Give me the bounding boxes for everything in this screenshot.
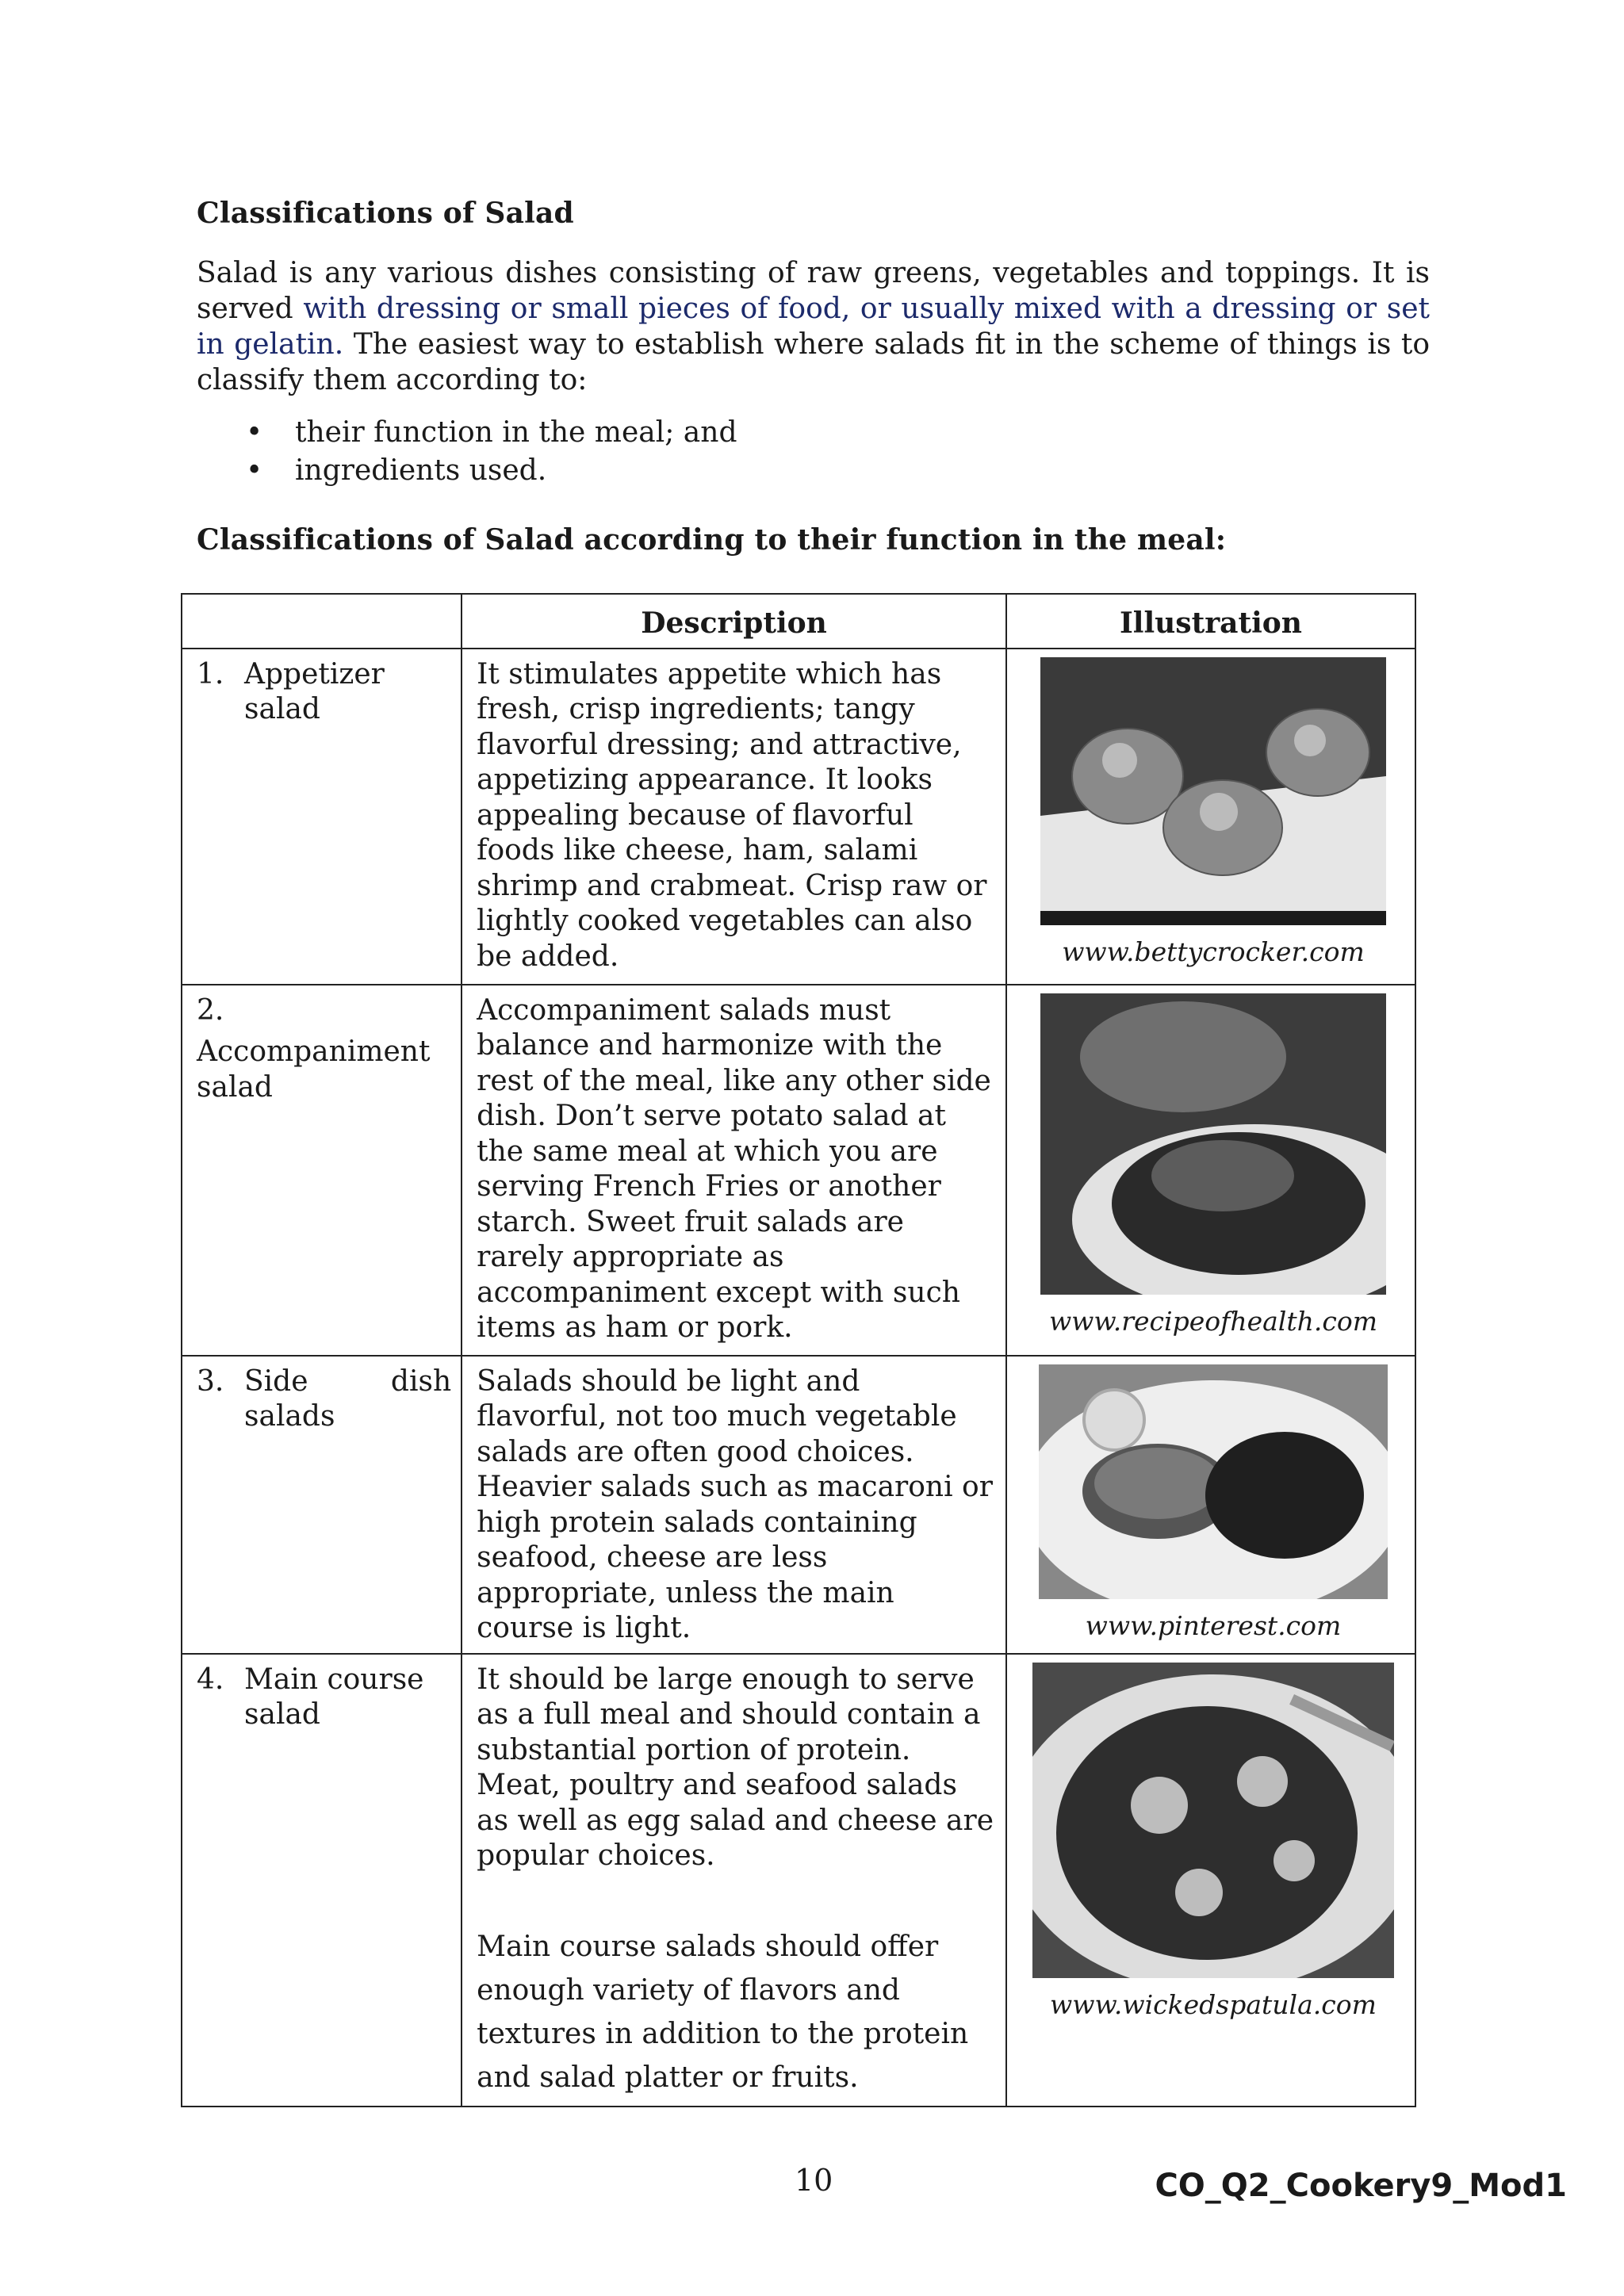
- page-number: 10: [795, 2163, 833, 2198]
- module-code: CO_Q2_Cookery9_Mod1: [1155, 2168, 1567, 2204]
- intro-paragraph: [197, 255, 1430, 398]
- bullet-icon: •: [246, 454, 263, 487]
- category-label: 4. Main course salad: [197, 1663, 424, 1731]
- table-row: [182, 649, 1415, 985]
- table-row: [182, 985, 1415, 1356]
- category-label: 2. Accompaniment salad: [197, 993, 431, 1104]
- intro-text-2: with dressing or small pieces of food, or usually mixed with a dressing or set in gelatin.: [197, 293, 1430, 361]
- image-caption: www.recipeofhealth.com: [1048, 1305, 1377, 1337]
- main-course-salad-photo: [1032, 1663, 1394, 1978]
- section-heading: Classifications of Salad: [197, 197, 574, 230]
- bullet-icon: •: [246, 416, 263, 449]
- image-caption: www.pinterest.com: [1085, 1609, 1342, 1641]
- accompaniment-salad-photo: [1040, 993, 1386, 1295]
- bullet-list: [246, 414, 737, 490]
- description-cell: Salads should be light and flavorful, not too much vegetable salads are often good choices. Heavier salads such as macaroni or high protein salads containing seafood, cheese are less appropriate, unless the main course is light.: [462, 1356, 1006, 1654]
- category-label: 1. Appetizer salad: [197, 657, 385, 725]
- header-description: Description: [462, 594, 1006, 649]
- appetizer-salad-photo: [1040, 657, 1386, 925]
- description-cell: Accompaniment salads must balance and harmonize with the rest of the meal, like any other side dish. Don’t serve potato salad at the same meal at which you are serving French Fries or another starch. Sweet fruit salads are rarely appropriate as accompaniment except with such items as ham or pork.: [462, 985, 1006, 1356]
- side-dish-salad-photo: [1039, 1364, 1388, 1599]
- image-caption: www.bettycrocker.com: [1062, 936, 1365, 967]
- list-item: • their function in the meal; and: [246, 414, 737, 452]
- description-cell: It should be large enough to serve as a full meal and should contain a substantial portion of protein. Meat, poultry and seafood salads as well as egg salad and cheese are popular choices. Main course salads should offer enough variety of flavors and textures in addition to the protein and salad platter or fruits.: [462, 1654, 1006, 2107]
- description-cell: It stimulates appetite which has fresh, crisp ingredients; tangy flavorful dressing; and attractive, appetizing appearance. It looks appealing because of flavorful foods like cheese, ham, salami shrimp and crabmeat. Crisp raw or lightly cooked vegetables can also be added.: [462, 649, 1006, 985]
- table-row: [182, 1356, 1415, 1654]
- image-caption: www.wickedspatula.com: [1050, 1988, 1377, 2020]
- subsection-heading: Classifications of Salad according to their function in the meal:: [197, 523, 1227, 557]
- intro-text-3: The easiest way to establish where salads fit in the scheme of things is to classify them according to:: [197, 328, 1431, 396]
- table-row: [182, 1654, 1415, 2107]
- header-illustration: Illustration: [1006, 594, 1415, 649]
- list-item: • ingredients used.: [246, 452, 737, 490]
- category-label: 3. Side dish salads: [197, 1364, 452, 1433]
- salad-classification-table: [181, 593, 1416, 2107]
- table-header-row: [182, 594, 1415, 649]
- intro-text-1: Salad is any various dishes consisting of raw greens, vegetables and toppings. It is served: [197, 257, 1430, 325]
- header-blank: [182, 594, 462, 649]
